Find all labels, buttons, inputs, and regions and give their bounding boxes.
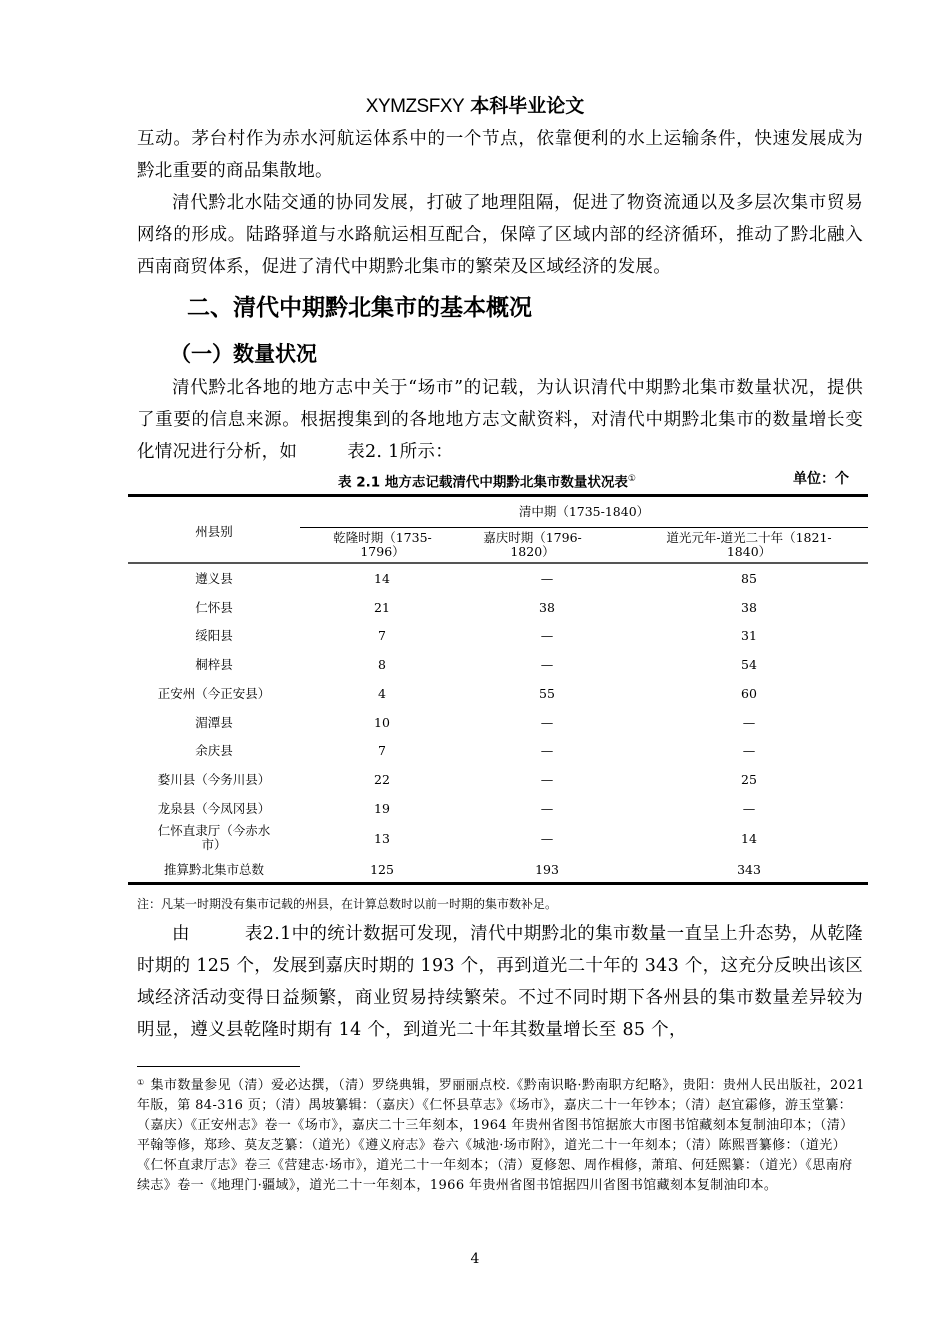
paragraph-text: 清代黔北各地的地方志中关于“场市”的记载，为认识清代中期黔北集市数量状况，提供了重要的信息来源。根据搜集到的各地地方志文献资料，对清代中期黔北集市的数量增长变化情况进行分析，如 <box>137 378 863 462</box>
column-header-daoguang: 道光元年-道光二十年（1821- 1840） <box>666 530 832 559</box>
footnote-text: 集市数量参见（清）爱必达撰，（清）罗绕典辑，罗丽丽点校.《黔南识略·黔南职方纪略》，贵阳：贵州人民出版社，2021 年版，第 84-316 页；（清）禺坡纂辑：（嘉庆）《仁怀县草志》《场市》，嘉庆二十一年钞本；（清）赵宜霦修，游玉堂纂：（嘉庆）《正安州志》卷一《场市》，嘉庆二十三年刻本，1964 年贵州省图书馆据旅大市图书馆藏刻本复制油印本；（清）平翰等修，郑珍、莫友芝纂：（道光）《遵义府志》卷六《城池·场市附》，道光二十一年刻本；（清）陈熙晋纂修：（道光）《仁怀直隶厅志》卷三《营建志·场市》，道光二十一年刻本；（清）夏修恕、周作楫修，萧琯、何廷熙纂：（道光）《思南府续志》卷一《地理门·疆域》，道光二十一年刻本，1966 年贵州省图书馆据四川省图书馆藏刻本复制油印本。 <box>137 1078 865 1193</box>
footnote-separator <box>137 1066 300 1067</box>
column-group-header: 清中期（1735-1840） <box>518 504 650 519</box>
footnote-mark: ① <box>137 1078 145 1087</box>
table-reference-link[interactable]: 表2. 1所示： <box>347 442 453 462</box>
page-number: 4 <box>470 1251 480 1267</box>
column-header-qianlong: 乾隆时期（1735- 1796） <box>333 530 432 559</box>
column-header-county: 州县别 <box>195 524 233 539</box>
header-code: XYMZSFXY <box>365 96 465 117</box>
table-note: 注：凡某一时期没有集市记载的州县，在计算总数时以前一时期的集市数补足。 <box>137 897 558 911</box>
footnote-mark[interactable]: ① <box>627 474 636 484</box>
page-header <box>0 93 950 120</box>
table-top-rule <box>128 494 868 497</box>
table-unit: 单位：个 <box>793 471 849 487</box>
table-header-rule <box>128 562 868 564</box>
table-bottom-rule <box>128 882 868 885</box>
paragraph-intro-table <box>137 372 863 468</box>
paragraph-transport: 清代黔北水陆交通的协同发展，打破了地理阻隔，促进了物资流通以及多层次集市贸易网络的形成。陆路驿道与水路航运相互配合，保障了区域内部的经济循环，推动了黔北融入西南商贸体系，促进了清代中期黔北集市的繁荣及区域经济的发展。 <box>137 193 863 277</box>
subsection-heading: （一）数量状况 <box>170 342 317 366</box>
table-group-rule <box>300 527 868 528</box>
header-title: 本科毕业论文 <box>470 95 585 117</box>
footnote <box>137 1073 865 1196</box>
paragraph-continuation: 互动。茅台村作为赤水河航运体系中的一个节点，依靠便利的水上运输条件，快速发展成为黔北重要的商品集散地。 <box>137 129 863 181</box>
table-caption: 表 2.1 地方志记载清代中期黔北集市数量状况表① <box>338 474 636 491</box>
section-heading: 二、清代中期黔北集市的基本概况 <box>187 295 532 321</box>
paragraph-analysis: 由 表2.1中的统计数据可发现，清代中期黔北的集市数量一直呈上升态势，从乾隆时期的 125 个，发展到嘉庆时期的 193 个，再到道光二十年的 343 个，这充分反映出该区域经济活动变得日益频繁，商业贸易持续繁荣。不过不同时期下各州县的集市数量差异较为明显，遵义县乾隆时期有 14 个，到道光二十年其数量增长至 85 个， <box>137 924 863 1040</box>
column-header-jiaqing: 嘉庆时期（1796- 1820） <box>483 530 582 559</box>
